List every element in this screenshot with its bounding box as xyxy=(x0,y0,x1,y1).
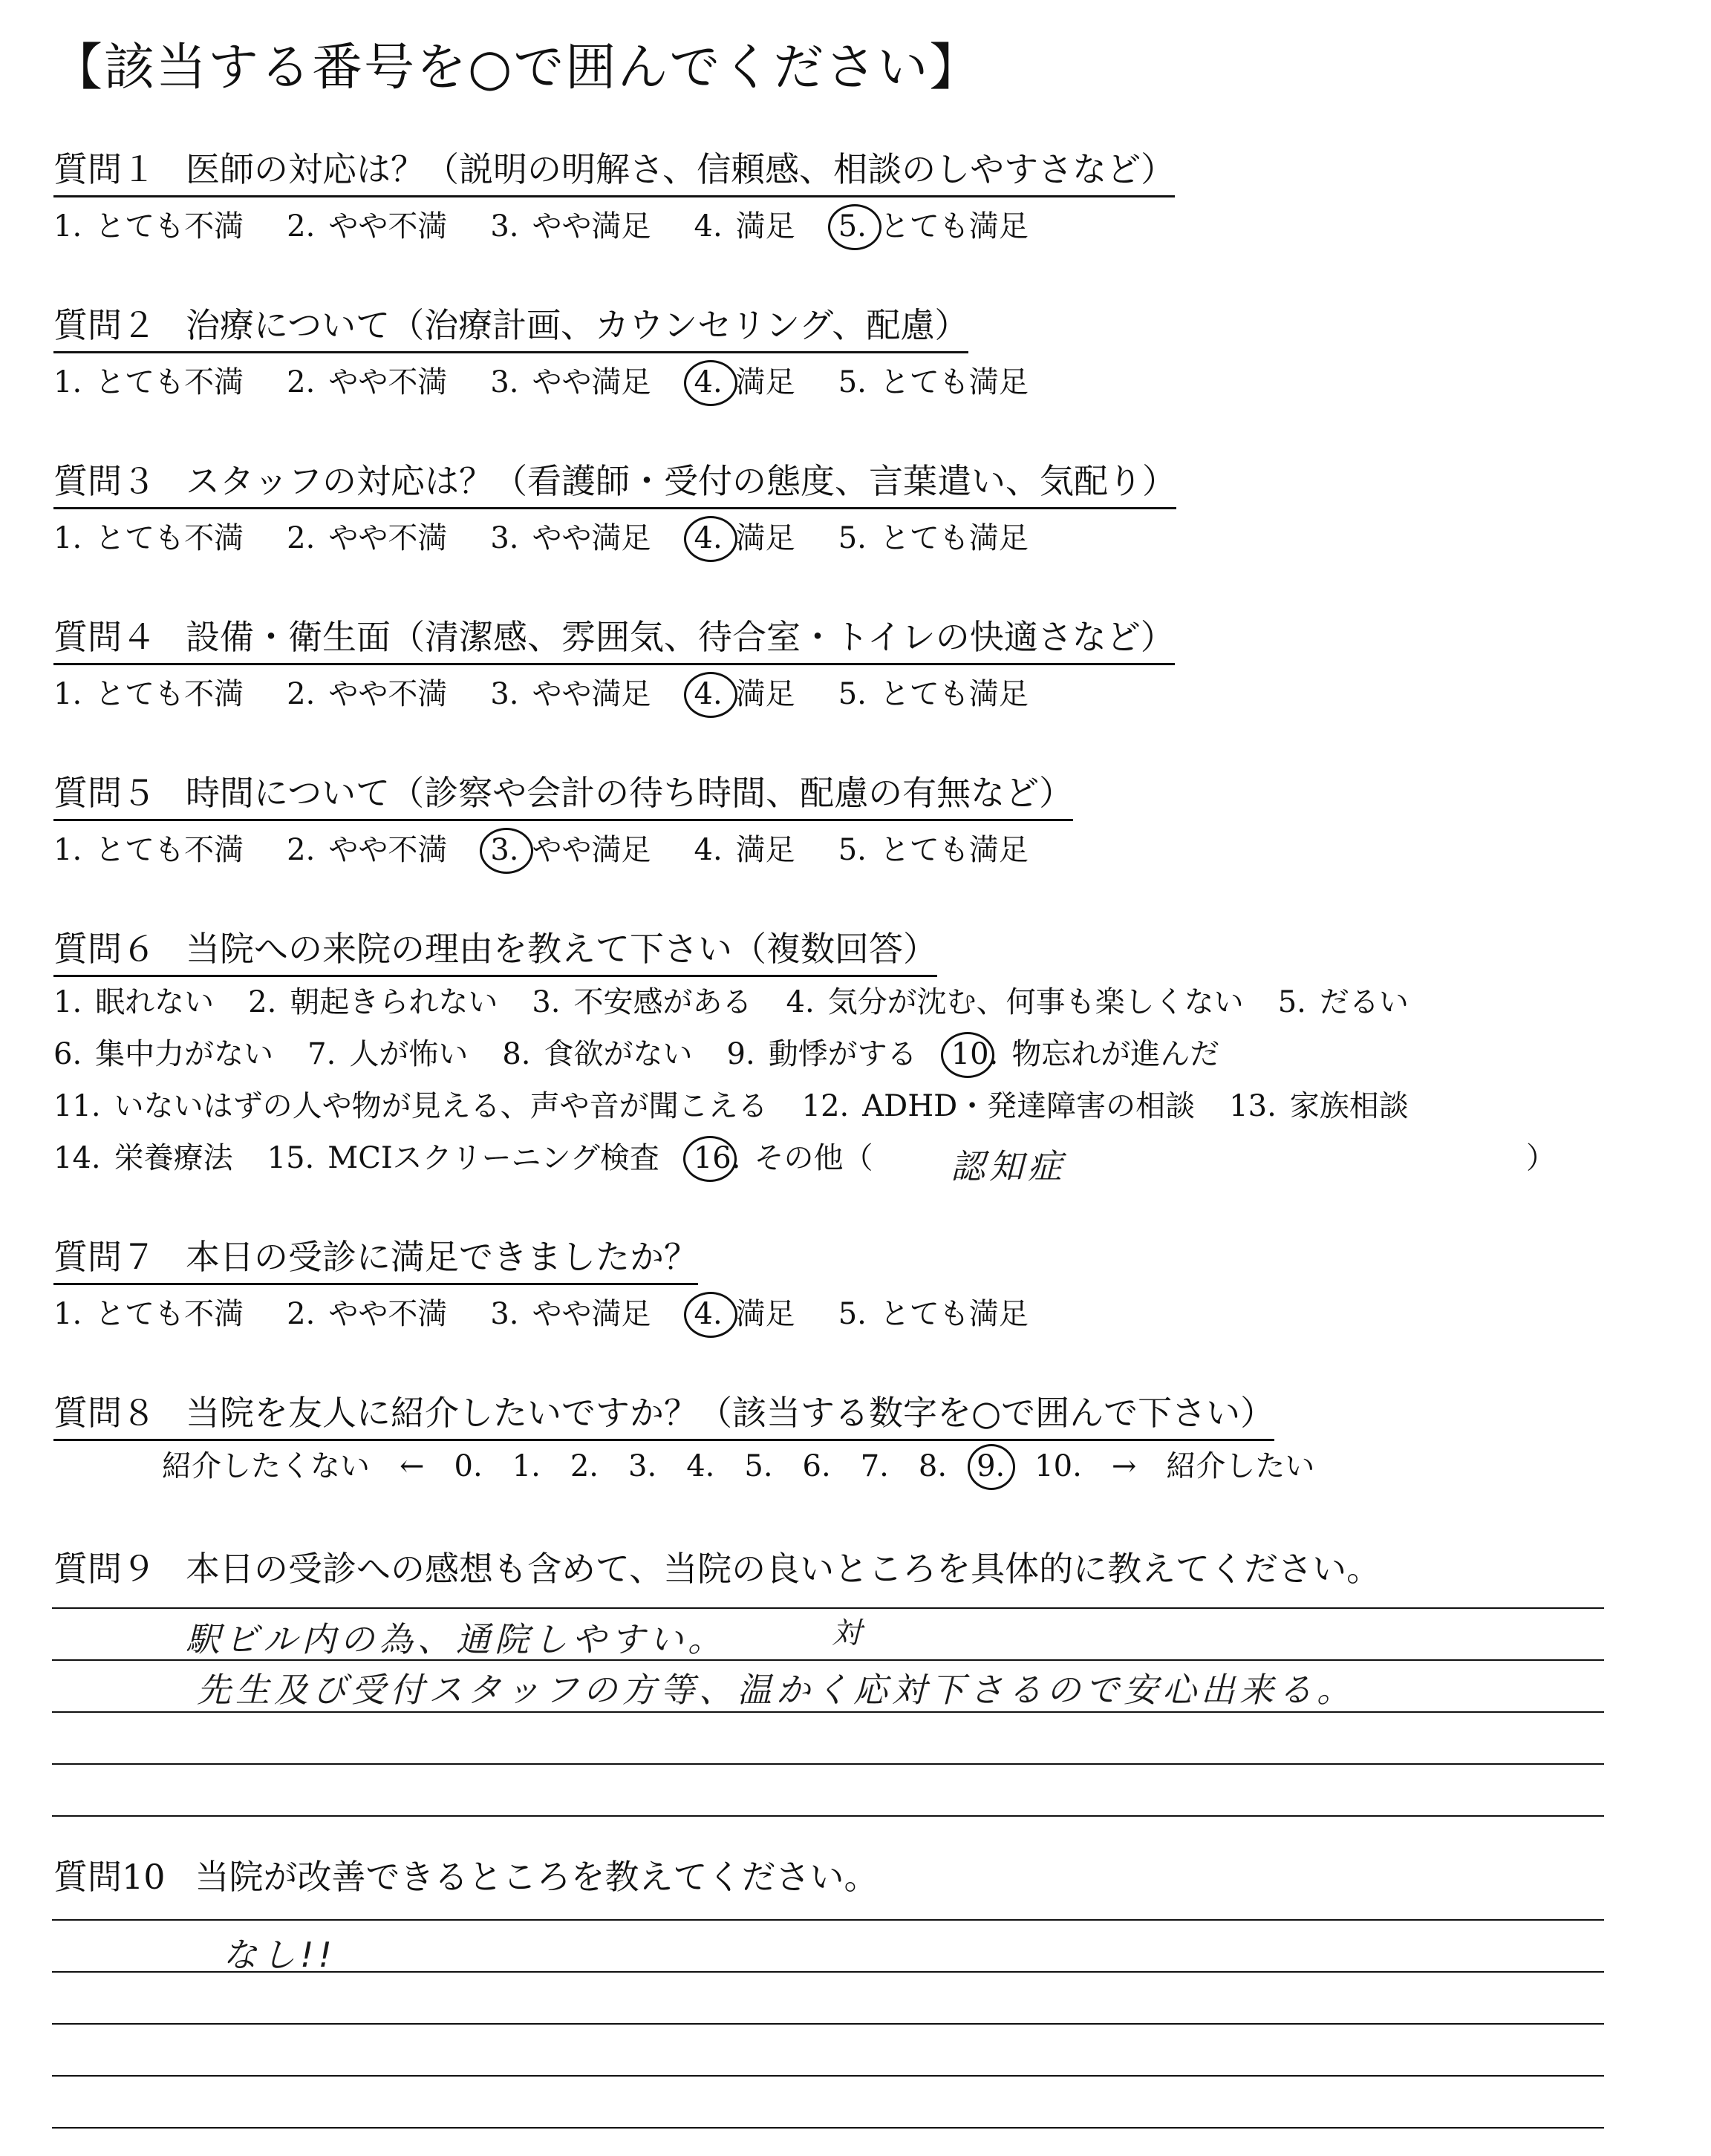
question-9-heading xyxy=(53,1549,1381,1595)
option-label: とても不満 xyxy=(95,209,244,244)
question-3-number: 質問３ xyxy=(53,461,156,501)
reason-option-2 xyxy=(248,987,498,1017)
reason-option-15 xyxy=(267,1143,659,1173)
question-6-row-3 xyxy=(53,1091,1443,1121)
option-label: 満足 xyxy=(735,209,795,244)
option-label: とても不満 xyxy=(95,677,244,711)
option-label: やや満足 xyxy=(532,1297,651,1331)
question-9-answer-insert: 対 xyxy=(832,1616,866,1650)
question-5-options xyxy=(53,835,1072,865)
scale-left-label: 紹介したくない xyxy=(162,1449,370,1483)
option-number: 2. xyxy=(287,365,316,399)
option-number: 3. xyxy=(490,209,519,244)
option-number: 6. xyxy=(53,1037,82,1071)
option-number: 1. xyxy=(53,1297,82,1331)
option-label: やや不満 xyxy=(328,1297,448,1331)
question-4-text: 設備・衛生面（清潔感、雰囲気、待合室・トイレの快適さなど） xyxy=(186,617,1175,657)
option-label: とても不満 xyxy=(95,833,244,867)
scale-value-6: 6. xyxy=(802,1449,831,1483)
option-5 xyxy=(838,835,1029,865)
option-5 xyxy=(838,1299,1029,1329)
option-label: やや不満 xyxy=(328,833,448,867)
option-label: とても満足 xyxy=(879,365,1029,399)
answer-line xyxy=(52,1763,1604,1765)
question-8-heading xyxy=(53,1393,1275,1441)
option-label: やや不満 xyxy=(328,209,448,244)
option-number: 2. xyxy=(287,209,316,244)
option-number: 16. xyxy=(693,1141,741,1175)
option-4 xyxy=(694,679,795,709)
reason-option-11 xyxy=(53,1091,768,1121)
option-label: 動悸がする xyxy=(768,1037,917,1071)
option-number: 1. xyxy=(53,985,82,1019)
option-label: とても満足 xyxy=(879,209,1029,244)
option-label: 栄養療法 xyxy=(114,1141,233,1175)
option-4 xyxy=(694,1299,795,1329)
question-1-heading xyxy=(53,149,1176,197)
option-label: 朝起きられない xyxy=(290,985,498,1019)
option-number: 4. xyxy=(786,985,815,1019)
question-3-options xyxy=(53,523,1072,553)
question-5-number: 質問５ xyxy=(53,773,156,813)
option-number: 4. xyxy=(694,1297,723,1331)
question-6-text: 当院への来院の理由を教えて下さい（複数回答） xyxy=(186,929,937,969)
option-number: 4. xyxy=(694,365,723,399)
scale-value-4: 4. xyxy=(686,1449,715,1483)
option-1 xyxy=(53,835,244,865)
scale-value-0: 0. xyxy=(454,1449,483,1483)
reason-option-8 xyxy=(502,1039,692,1069)
answer-line xyxy=(52,1815,1604,1817)
option-label: 満足 xyxy=(735,365,795,399)
option-number: 8. xyxy=(502,1037,531,1071)
option-number: 3. xyxy=(490,365,519,399)
option-4 xyxy=(694,365,795,399)
question-6-heading xyxy=(53,929,937,977)
question-8-number: 質問８ xyxy=(53,1393,156,1433)
reason-option-10 xyxy=(951,1039,1220,1069)
option-label: とても不満 xyxy=(95,1297,244,1331)
option-label: やや不満 xyxy=(328,365,448,399)
option-number: 1. xyxy=(53,677,82,711)
reason-option-14 xyxy=(53,1143,233,1173)
question-9-answer-line-2: 先生及び受付スタッフの方等、温かく応対下さるので安心出来る。 xyxy=(197,1670,1355,1710)
option-label: やや満足 xyxy=(532,833,651,867)
option-3 xyxy=(490,679,651,709)
option-label: とても満足 xyxy=(879,1297,1029,1331)
option-label: やや満足 xyxy=(532,209,651,244)
option-label: 人が怖い xyxy=(349,1037,469,1071)
reason-option-16 xyxy=(694,1143,873,1173)
question-8-text: 当院を友人に紹介したいですか？（該当する数字を○で囲んで下さい） xyxy=(186,1393,1275,1433)
scale-left-arrow: ← xyxy=(400,1449,425,1483)
option-label: 満足 xyxy=(735,1297,795,1331)
reason-option-9 xyxy=(727,1039,917,1069)
option-number: 5. xyxy=(838,833,867,867)
option-number: 4. xyxy=(694,209,723,244)
option-label: 集中力がない xyxy=(95,1037,274,1071)
reason-option-3 xyxy=(532,987,752,1017)
option-number: 3. xyxy=(532,985,561,1019)
scale-value-3: 3. xyxy=(628,1449,657,1483)
option-1 xyxy=(53,523,244,553)
option-number: 2. xyxy=(287,677,316,711)
question-2-number: 質問２ xyxy=(53,305,156,345)
question-2-options xyxy=(53,365,1072,399)
option-2 xyxy=(287,365,448,399)
option-4 xyxy=(694,523,795,553)
scale-value-2: 2. xyxy=(570,1449,599,1483)
option-3 xyxy=(490,209,651,244)
question-6-row-4 xyxy=(53,1143,907,1173)
question-5-text: 時間について（診察や会計の待ち時間、配慮の有無など） xyxy=(186,773,1074,813)
option-2 xyxy=(287,1299,447,1329)
question-2-text: 治療について（治療計画、カウンセリング、配慮） xyxy=(186,305,969,345)
option-1 xyxy=(53,365,244,399)
option-label: 不安感がある xyxy=(573,985,752,1019)
option-number: 3. xyxy=(490,677,519,711)
option-number: 3. xyxy=(490,521,519,555)
option-3 xyxy=(490,365,651,399)
question-10-heading xyxy=(53,1857,879,1903)
option-number: 5. xyxy=(838,365,867,399)
question-1-text: 医師の対応は？（説明の明解さ、信頼感、相談のしやすさなど） xyxy=(186,149,1176,189)
scale-value-5: 5. xyxy=(744,1449,773,1483)
option-label: やや満足 xyxy=(532,365,651,399)
option-number: 5. xyxy=(1277,985,1306,1019)
question-5-heading xyxy=(53,773,1074,821)
scale-right-arrow: → xyxy=(1111,1449,1137,1483)
question-2-heading xyxy=(53,305,969,353)
option-label: 食欲がない xyxy=(544,1037,693,1071)
question-4-number: 質問４ xyxy=(53,617,156,657)
option-1 xyxy=(53,209,244,244)
option-3 xyxy=(490,1299,651,1329)
scale-value-9: 9. xyxy=(977,1449,1006,1483)
option-number: 7. xyxy=(307,1037,336,1071)
question-6-number: 質問６ xyxy=(53,929,156,969)
option-label: 満足 xyxy=(735,833,795,867)
option-number: 1. xyxy=(53,833,82,867)
option-label: 満足 xyxy=(735,677,795,711)
question-10-answer: なし!! xyxy=(223,1935,336,1975)
scale-value-1: 1. xyxy=(512,1449,541,1483)
option-number: 13. xyxy=(1229,1089,1277,1123)
option-label: やや不満 xyxy=(328,677,448,711)
option-number: 15. xyxy=(267,1141,315,1175)
question-6-other-answer: 認知症 xyxy=(951,1146,1066,1186)
scale-value-7: 7. xyxy=(860,1449,889,1483)
option-1 xyxy=(53,1299,244,1329)
option-2 xyxy=(287,679,447,709)
reason-option-1 xyxy=(53,987,214,1017)
page-title: 【該当する番号を○で囲んでください】 xyxy=(52,39,982,97)
question-9-text: 本日の受診への感想も含めて、当院の良いところを具体的に教えてください。 xyxy=(186,1549,1381,1589)
option-2 xyxy=(287,523,447,553)
option-label: ADHD・発達障害の相談 xyxy=(862,1089,1196,1123)
answer-line xyxy=(52,1607,1604,1609)
reason-option-6 xyxy=(53,1039,273,1069)
option-number: 2. xyxy=(287,1297,316,1331)
question-6-row-2 xyxy=(53,1039,1254,1069)
option-label: 気分が沈む、何事も楽しくない xyxy=(827,985,1244,1019)
option-label: やや満足 xyxy=(532,521,651,555)
option-2 xyxy=(287,209,448,244)
option-4 xyxy=(694,209,795,244)
question-1-number: 質問１ xyxy=(53,149,156,189)
question-1-options xyxy=(53,209,1072,244)
question-10-number: 質問10 xyxy=(53,1857,166,1897)
option-number: 2. xyxy=(287,833,316,867)
option-number: 5. xyxy=(838,521,867,555)
option-label: MCIスクリーニング検査 xyxy=(327,1141,659,1175)
option-label: いないはずの人や物が見える、声や音が聞こえる xyxy=(114,1089,768,1123)
option-4 xyxy=(694,835,795,865)
option-number: 2. xyxy=(248,985,277,1019)
option-label: 満足 xyxy=(735,521,795,555)
option-5 xyxy=(838,523,1029,553)
option-number: 4. xyxy=(694,521,723,555)
question-9-answer-line-1: 駅ビル内の為、通院しやすい。 xyxy=(186,1619,726,1659)
scale-value-8: 8. xyxy=(918,1449,948,1483)
option-number: 9. xyxy=(726,1037,755,1071)
option-label: 家族相談 xyxy=(1289,1089,1409,1123)
question-7-text: 本日の受診に満足できましたか？ xyxy=(186,1237,698,1277)
option-label: やや不満 xyxy=(328,521,448,555)
option-2 xyxy=(287,835,447,865)
question-4-options xyxy=(53,679,1072,709)
option-label: とても満足 xyxy=(879,833,1029,867)
option-1 xyxy=(53,679,244,709)
option-number: 3. xyxy=(490,1297,519,1331)
option-5 xyxy=(838,679,1029,709)
question-4-heading xyxy=(53,617,1175,665)
option-number: 5. xyxy=(838,209,867,244)
option-number: 2. xyxy=(287,521,316,555)
option-label: その他（ xyxy=(754,1141,873,1175)
question-9-number: 質問９ xyxy=(53,1549,156,1589)
question-10-text: 当院が改善できるところを教えてください。 xyxy=(195,1857,879,1897)
scale-value-10: 10. xyxy=(1034,1449,1082,1483)
option-number: 11. xyxy=(53,1089,101,1123)
option-label: 眠れない xyxy=(95,985,215,1019)
option-label: とても満足 xyxy=(879,521,1029,555)
answer-line xyxy=(52,2023,1604,2025)
option-number: 1. xyxy=(53,521,82,555)
answer-line xyxy=(52,1919,1604,1921)
option-label: とても不満 xyxy=(95,521,244,555)
question-6-other-close: ） xyxy=(1526,1141,1556,1175)
option-label: とても不満 xyxy=(95,365,244,399)
option-number: 3. xyxy=(490,833,519,867)
question-3-text: スタッフの対応は？（看護師・受付の態度、言葉遣い、気配り） xyxy=(186,461,1176,501)
option-5 xyxy=(838,365,1029,399)
option-5 xyxy=(838,209,1029,244)
option-number: 1. xyxy=(53,365,82,399)
answer-line xyxy=(52,2127,1604,2129)
question-7-heading xyxy=(53,1237,698,1285)
scale-values xyxy=(454,1451,1112,1481)
option-3 xyxy=(490,523,651,553)
question-3-heading xyxy=(53,461,1176,509)
question-6-row-1 xyxy=(53,987,1443,1017)
question-8-scale xyxy=(162,1451,1344,1481)
option-number: 4. xyxy=(694,833,723,867)
reason-option-12 xyxy=(802,1091,1196,1121)
answer-line xyxy=(52,2075,1604,2077)
option-number: 12. xyxy=(801,1089,850,1123)
option-number: 10. xyxy=(951,1037,999,1071)
option-number: 1. xyxy=(53,209,82,244)
reason-option-13 xyxy=(1229,1091,1409,1121)
option-number: 5. xyxy=(838,1297,867,1331)
reason-option-5 xyxy=(1278,987,1409,1017)
option-number: 14. xyxy=(53,1141,101,1175)
question-7-options xyxy=(53,1299,1072,1329)
reason-option-4 xyxy=(786,987,1244,1017)
option-3 xyxy=(490,835,651,865)
option-label: だるい xyxy=(1319,985,1409,1019)
option-label: 物忘れが進んだ xyxy=(1011,1037,1220,1071)
question-7-number: 質問７ xyxy=(53,1237,156,1277)
option-label: とても満足 xyxy=(879,677,1029,711)
option-number: 5. xyxy=(838,677,867,711)
reason-option-7 xyxy=(307,1039,468,1069)
option-label: やや満足 xyxy=(532,677,651,711)
scale-right-label: 紹介したい xyxy=(1166,1449,1315,1483)
option-number: 4. xyxy=(694,677,723,711)
